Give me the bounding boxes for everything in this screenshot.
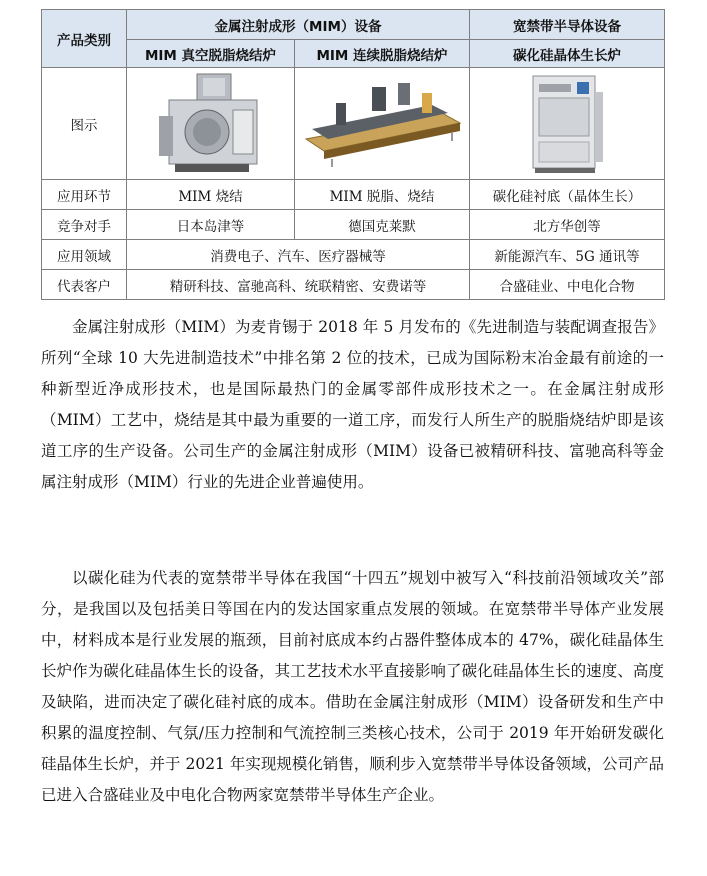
vacuum-furnace-image-cell xyxy=(127,68,295,180)
product-table xyxy=(41,9,665,300)
cell-customers-wbg: 合盛硅业、中电化合物 xyxy=(470,270,665,300)
vacuum-furnace-image xyxy=(155,72,267,176)
cell-stage-vacuum: MIM 烧结 xyxy=(127,180,295,210)
table-corner-header: 产品类别 xyxy=(42,10,127,68)
row-label-customers: 代表客户 xyxy=(42,270,127,300)
row-label-application-stage: 应用环节 xyxy=(42,180,127,210)
product-header-sic-furnace: 碳化硅晶体生长炉 xyxy=(470,40,665,68)
mim-group-header: 金属注射成形（MIM）设备 xyxy=(127,10,470,40)
paragraph-sic: 以碳化硅为代表的宽禁带半导体在我国“十四五”规划中被写入“科技前沿领域攻关”部分，是我国以及包括美日等国在内的发达国家重点发展的领域。在宽禁带半导体产业发展中，材料成本是行业发展的瓶颈，目前衬底成本约占器件整体成本的 47%，碳化硅晶体生长炉作为碳化硅晶体生长的设备，其工艺技术水平直接影响了碳化硅晶体生长的速度、高度及缺陷，进而决定了碳化硅衬底的成本。借助在金属注射成形（MIM）设备研发和生产中积累的温度控制、气氛/压力控制和气流控制三类核心技术，公司于 2019 年开始研发碳化硅晶体生长炉，并于 2021 年实现规模化销售，顺利步入宽禁带半导体设备领域，公司产品已进入合盛硅业及中电化合物两家宽禁带半导体生产企业。 xyxy=(41,569,664,804)
continuous-furnace-image-cell xyxy=(295,68,470,180)
cell-customers-mim: 精研科技、富驰高科、统联精密、安费诺等 xyxy=(127,270,470,300)
product-header-continuous-furnace: MIM 连续脱脂烧结炉 xyxy=(295,40,470,68)
wbg-group-header: 宽禁带半导体设备 xyxy=(470,10,665,40)
cell-field-mim: 消费电子、汽车、医疗器械等 xyxy=(127,240,470,270)
row-label-application-field: 应用领域 xyxy=(42,240,127,270)
cell-stage-sic: 碳化硅衬底（晶体生长） xyxy=(470,180,665,210)
cell-competitor-sic: 北方华创等 xyxy=(470,210,665,240)
row-label-competitors: 竞争对手 xyxy=(42,210,127,240)
cell-field-wbg: 新能源汽车、5G 通讯等 xyxy=(470,240,665,270)
paragraph-mim: 金属注射成形（MIM）为麦肯锡于 2018 年 5 月发布的《先进制造与装配调查报告》所列“全球 10 大先进制造技术”中排名第 2 位的技术，已成为国际粉末冶金最有前途的一种新型近净成形技术，也是国际最热门的金属零部件成形技术之一。在金属注射成形（MIM）工艺中，烧结是其中最为重要的一道工序，而发行人所生产的脱脂烧结炉即是该道工序的生产设备。公司生产的金属注射成形（MIM）设备已被精研科技、富驰高科等金属注射成形（MIM）行业的先进企业普遍使用。 xyxy=(41,318,664,491)
cell-competitor-vacuum: 日本岛津等 xyxy=(127,210,295,240)
cell-stage-continuous: MIM 脱脂、烧结 xyxy=(295,180,470,210)
sic-furnace-image xyxy=(527,72,607,176)
row-label-image: 图示 xyxy=(42,68,127,180)
continuous-furnace-image xyxy=(302,79,462,169)
sic-furnace-image-cell xyxy=(470,68,665,180)
product-header-vacuum-furnace: MIM 真空脱脂烧结炉 xyxy=(127,40,295,68)
cell-competitor-continuous: 德国克莱默 xyxy=(295,210,470,240)
